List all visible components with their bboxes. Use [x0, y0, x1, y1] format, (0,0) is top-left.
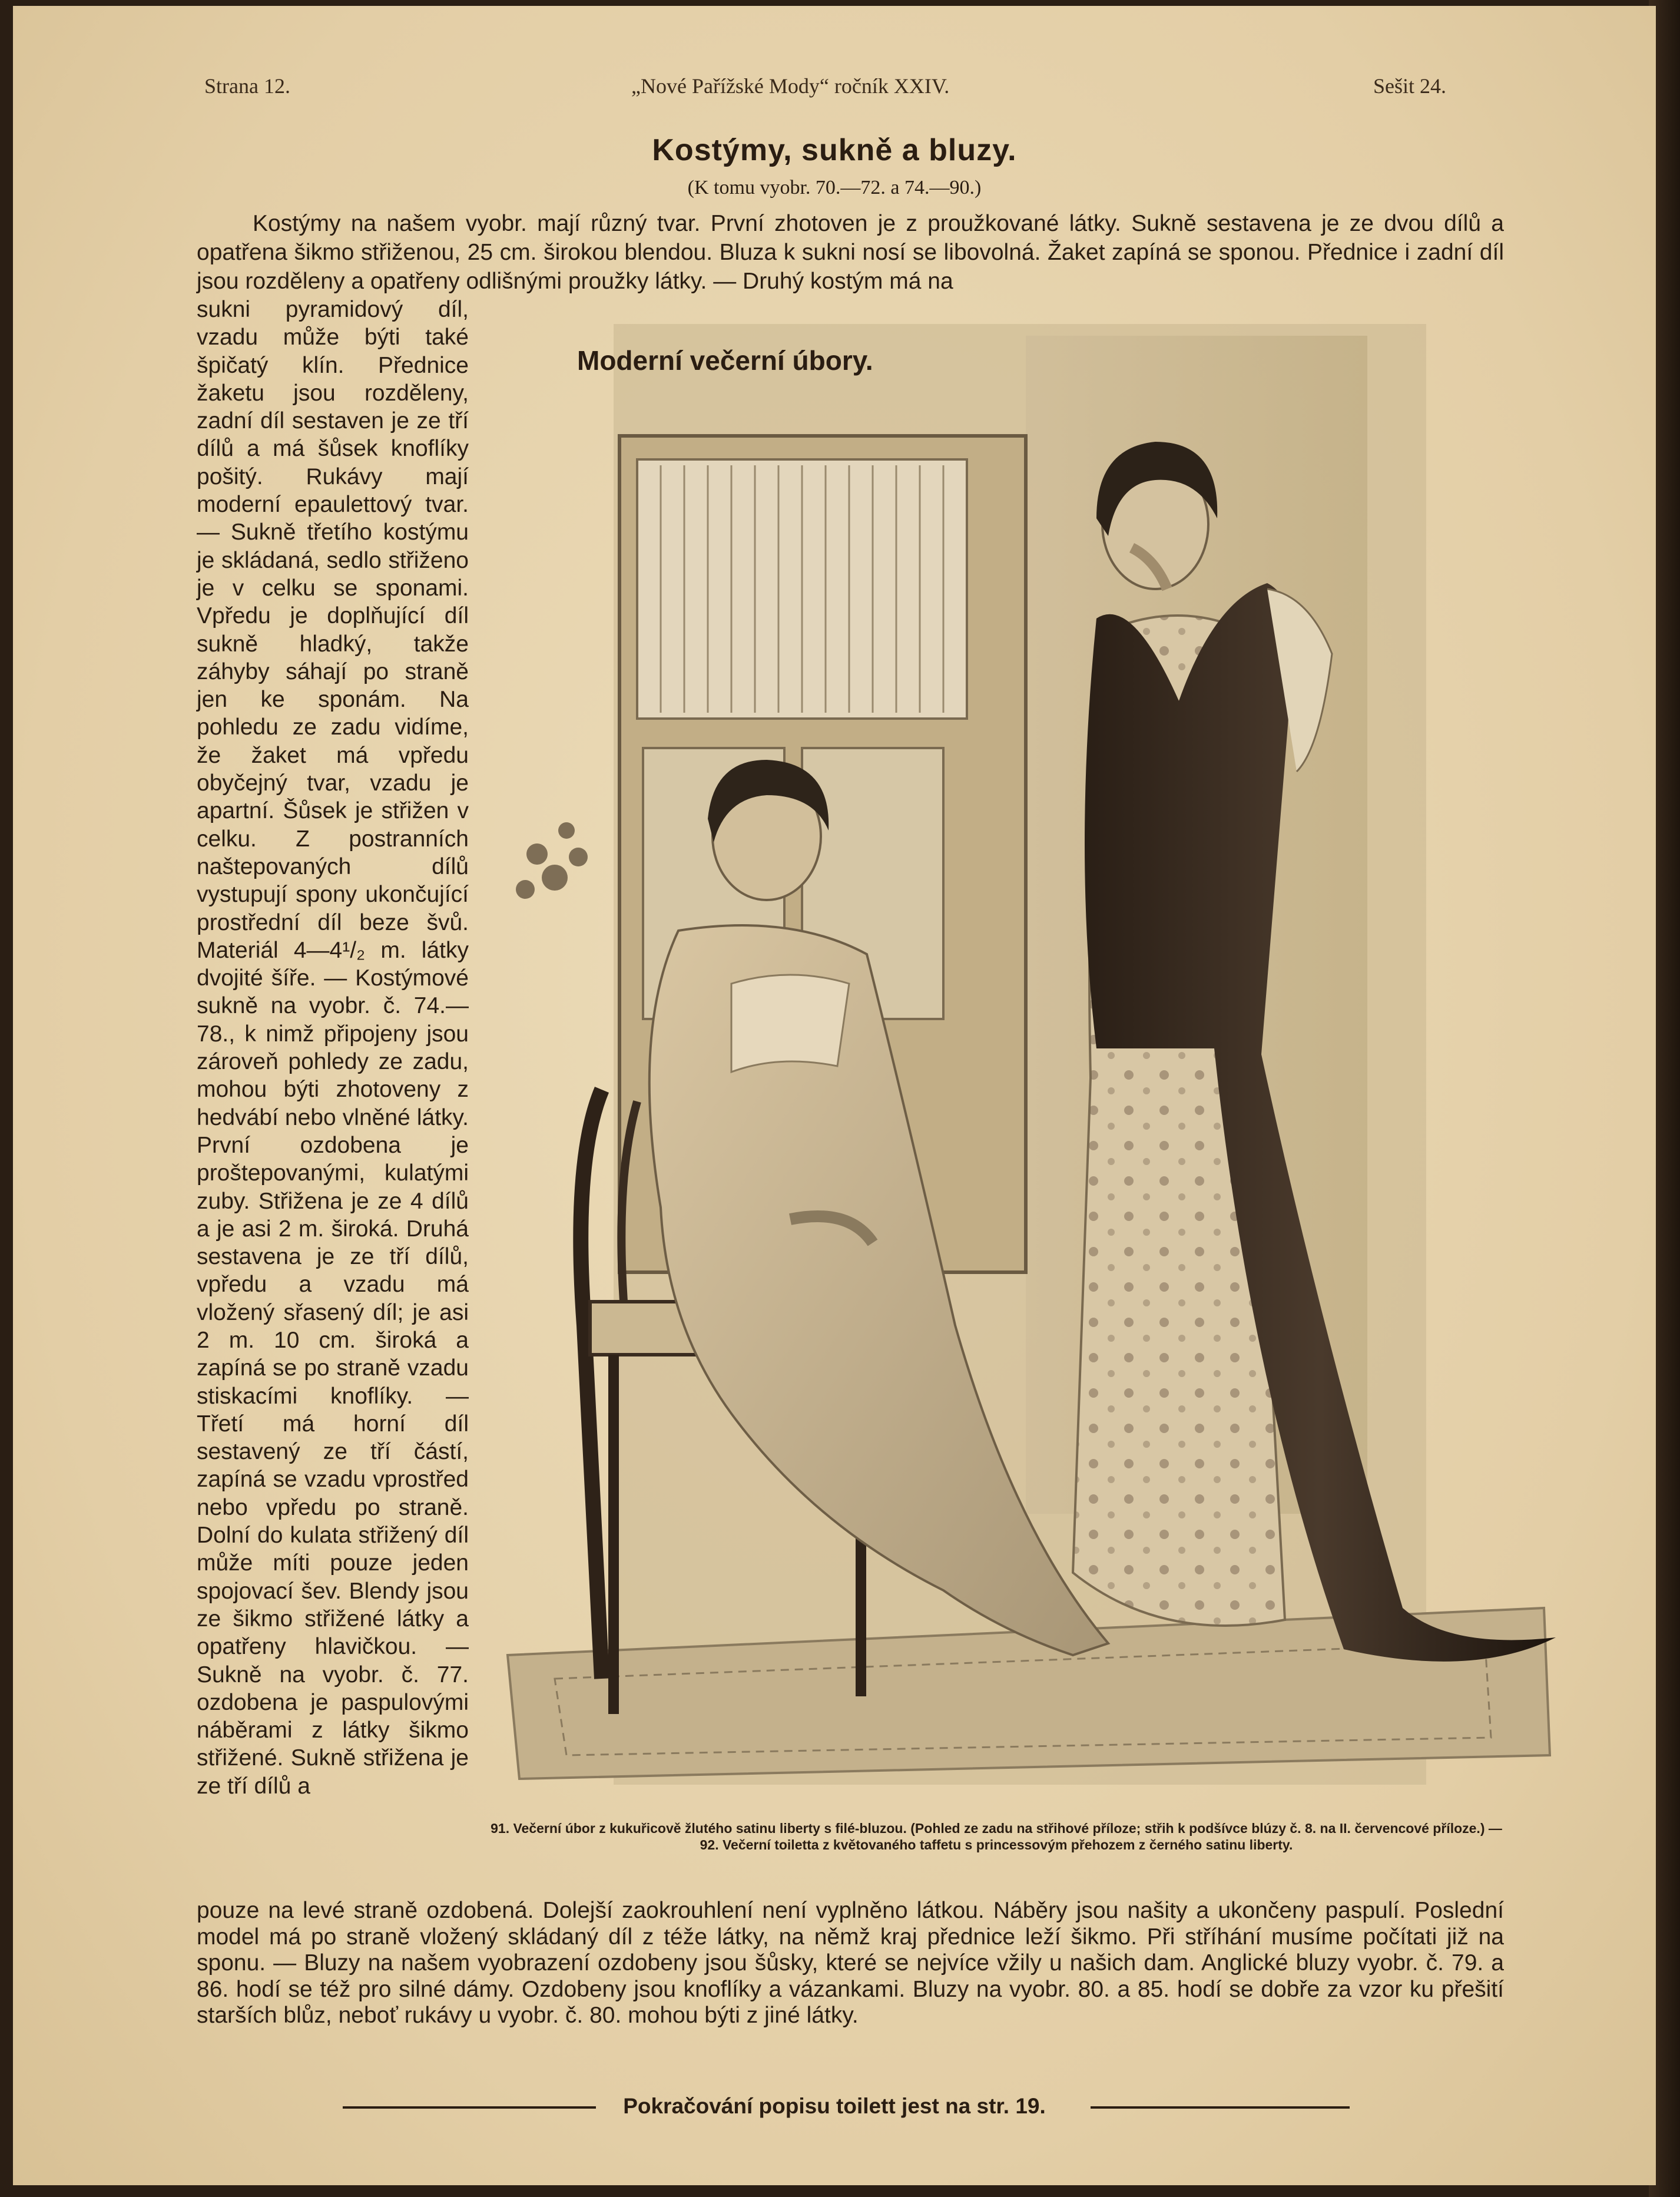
magazine-page — [13, 6, 1656, 2185]
running-header — [13, 74, 1656, 109]
page-number: Strana 12. — [204, 74, 290, 98]
article-subtitle: (K tomu vyobr. 70.—72. a 74.—90.) — [687, 177, 982, 198]
issue-number: Sešit 24. — [1373, 74, 1447, 98]
plate-title: Moderní večerní úbory. — [577, 345, 873, 376]
fashion-plate-illustration — [484, 324, 1562, 1808]
illustration-caption: 91. Večerní úbor z kukuřicově žlutého satinu liberty s filé-bluzou. (Pohled ze zadu na střihové příloze; střih k podšívce blúzy č. 8. na II. červencové příloze.) — 92. Večerní toiletta z květovaného taffetu s princessovým přehozem z černého satinu liberty. — [491, 1821, 1502, 1852]
article-title: Kostýmy, sukně a bluzy. — [652, 133, 1017, 167]
article-closing-paragraph: pouze na levé straně ozdobená. Dolejší zaokrouhlení není vyplněno látkou. Náběry jsou našity a ukončeny paspulí. Poslední model má po straně vložený skládaný díl z téže látky, na němž kraj přednice leží šikmo. Při stříhání musíme počítati již na sponu. — Bluzy na našem vyobrazení ozdobeny jsou šůsky, které se nejvíce vžily u našich dam. Anglické bluzy vyobr. č. 79. a 86. hodí se též pro silné dámy. Ozdobeny jsou knoflíky a vázankami. Bluzy na vyobr. 80. a 85. hodí se dobře za vzor ku přešití starších blůz, neboť rukávy u vyobr. č. 80. mohou býti z jiné látky. — [197, 1898, 1504, 2028]
article-column-text: sukni pyramidový díl, vzadu může býti také špičatý klín. Přednice žaketu jsou rozděleny, zadní díl sestaven je ze tří dílů a má šůsek knoflíky pošitý. Rukávy mají moderní epaulettový tvar. — Sukně třetího kostýmu je skládaná, sedlo střiženo je v celku se sponami. Vpředu je doplňující díl sukně hladký, takže záhyby sáhají po straně jen ke sponám. Na pohledu ze zadu vidíme, že žaket má vpředu obyčejný tvar, vzadu je apartní. Šůsek je střižen v celku. Z postranních naštepovaných dílů vystupují spony ukončující prostřední díl beze švů. Materiál 4—4¹/₂ m. látky dvojité šíře. — Kostýmové sukně na vyobr. č. 74.—78., k nimž připojeny jsou zároveň pohledy ze zadu, mohou býti zhotoveny z hedvábí nebo vlněné látky. První ozdobena je proštepovanými, kulatými zuby. Střižena je ze 4 dílů a je asi 2 m. široká. Druhá sestavena je ze tří dílů, vpředu a vzadu má vložený sřasený díl; je asi 2 m. 10 cm. široká a zapíná se po straně vzadu stiskacími knoflíky. — Třetí má horní díl sestavený ze tří částí, zapíná se vzadu vprostřed nebo vpředu po straně. Dolní do kulata střižený díl může míti pouze jeden spojovací šev. Blendy jsou ze šikmo střižené látky a opatřeny hlavičkou. — Sukně na vyobr. č. 77. ozdobena je paspulovými náběrami z látky šikmo střižené. Sukně střižena je ze tří dílů a — [197, 297, 469, 1799]
continued-note: Pokračování popisu toilett jest na str. 19. — [623, 2094, 1046, 2118]
magazine-title: „Nové Pařížské Mody“ ročník XXIV. — [631, 74, 950, 98]
footer-rule-right — [1091, 2106, 1350, 2109]
article-intro-paragraph: Kostýmy na našem vyobr. mají různý tvar. První zhotoven je z proužkované látky. Sukně sestavena je ze dvou dílů a opatřena šikmo střiženou, 25 cm. širokou blendou. Bluza k sukni nosí se libovolná. Žaket zapíná se sponou. Přednice i zadní díl jsou rozděleny a opatřeny odlišnými proužky látky. — Druhý kostým má na — [197, 211, 1504, 294]
